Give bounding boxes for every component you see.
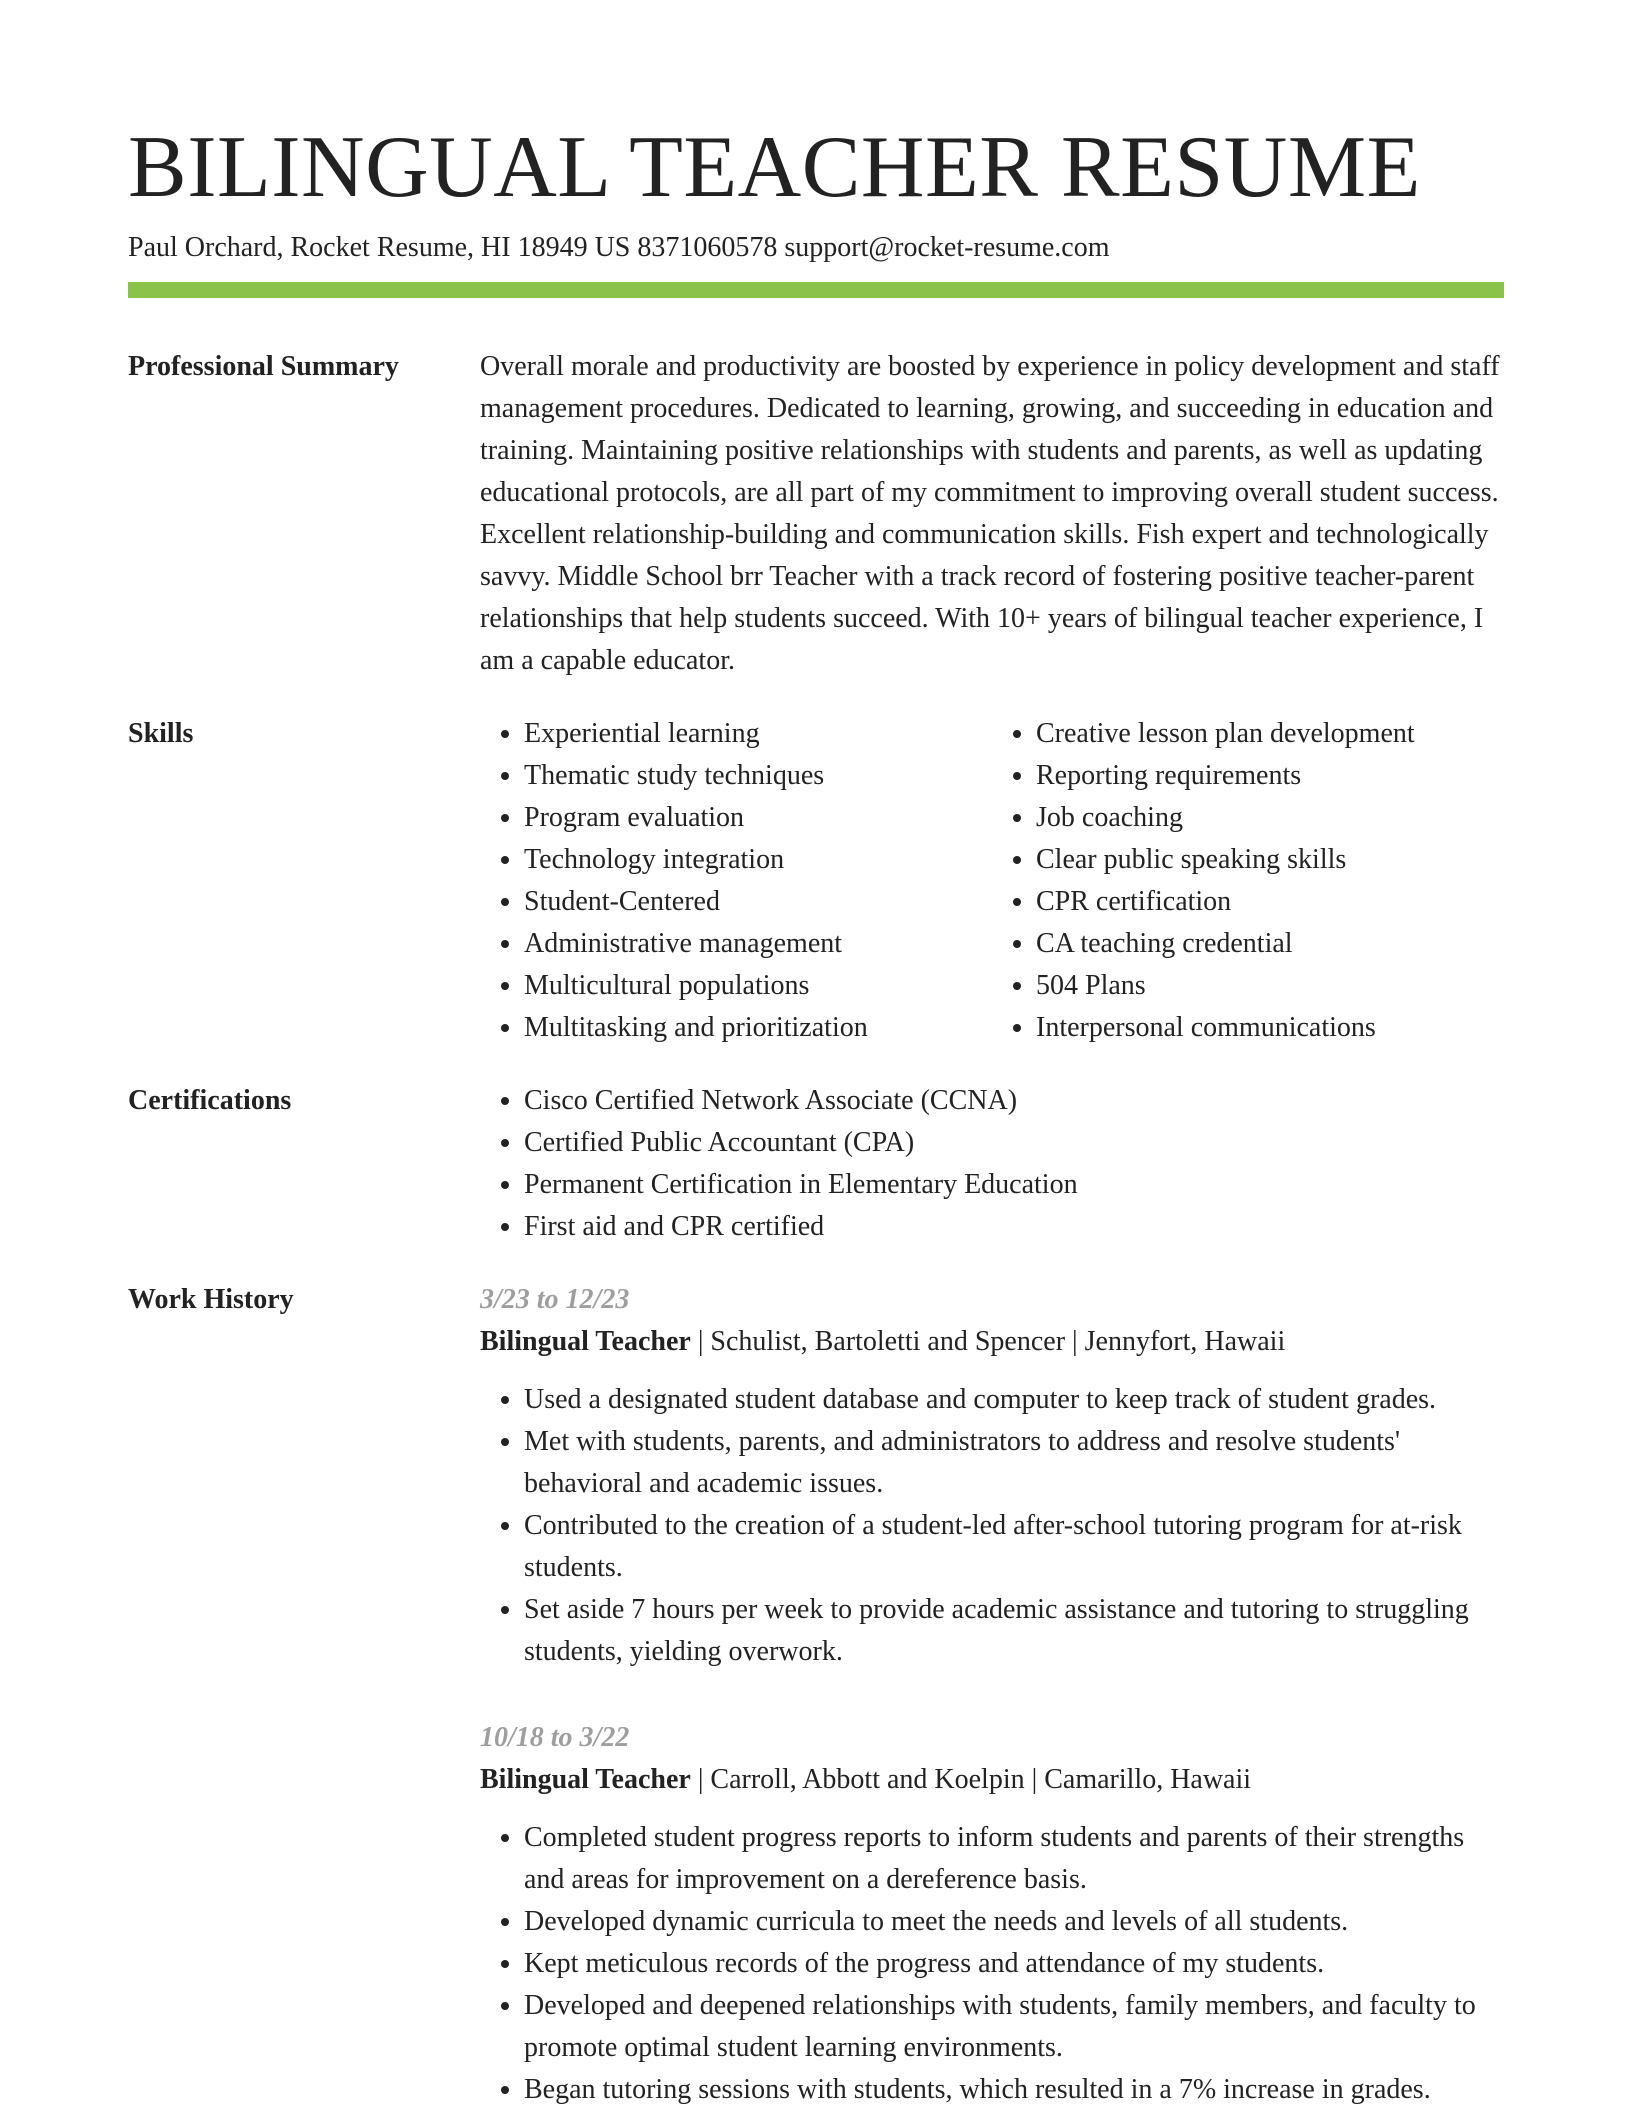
section-label-skills: Skills [128, 718, 194, 749]
job-dates: 10/18 to 3/22 [480, 1722, 630, 1753]
skill-item: • Administrative management [524, 923, 992, 965]
skill-item: • Technology integration [524, 839, 992, 881]
skill-item: • Multitasking and prioritization [524, 1007, 992, 1049]
certification-item: • Permanent Certification in Elementary Education [524, 1164, 1504, 1206]
skills-list-left [480, 713, 992, 1049]
resume-page [128, 118, 1504, 2111]
job-bullets [480, 1379, 1504, 1673]
skill-item: • Experiential learning [524, 713, 992, 755]
job-heading [480, 1321, 1504, 1363]
job-bullet: • Began tutoring sessions with students, which resulted in a 7% increase in grades. [524, 2069, 1504, 2111]
section-label-summary: Professional Summary [128, 351, 399, 382]
skill-item: • Clear public speaking skills [1036, 839, 1504, 881]
skills-section [128, 713, 1504, 1049]
work-history-section [128, 1279, 1504, 2111]
certifications-section [128, 1080, 1504, 1248]
job-bullet: • Developed dynamic curricula to meet the needs and levels of all students. [524, 1901, 1504, 1943]
job-title: Bilingual Teacher [480, 1326, 691, 1357]
job-employer-location: | Schulist, Bartoletti and Spencer | Jennyfort, Hawaii [690, 1326, 1286, 1357]
job-bullet: • Contributed to the creation of a student-led after-school tutoring program for at-risk students. [524, 1505, 1504, 1589]
skill-item: • Program evaluation [524, 797, 992, 839]
job-bullet: • Met with students, parents, and administrators to address and resolve students' behavioral and academic issues. [524, 1421, 1504, 1505]
skill-item: • Interpersonal communications [1036, 1007, 1504, 1049]
summary-section [128, 346, 1504, 682]
job-heading [480, 1759, 1504, 1801]
certification-item: • Certified Public Accountant (CPA) [524, 1122, 1504, 1164]
summary-text: Overall morale and productivity are boosted by experience in policy development and staff management procedures. Dedicated to learning, growing, and succeeding in education and training. Maintaining positive relationships with students and parents, as well as updating educational protocols, are all part of my commitment to improving overall student success. Excellent relationship-building and communication skills. Fish expert and technologically savvy. Middle School brr Teacher with a track record of fostering positive teacher-parent relationships that help students succeed. With 10+ years of bilingual teacher experience, I am a capable educator. [480, 351, 1500, 676]
job-dates: 3/23 to 12/23 [480, 1284, 630, 1315]
resume-title: BILINGUAL TEACHER RESUME [128, 119, 1421, 216]
certification-item: • First aid and CPR certified [524, 1206, 1504, 1248]
certifications-list [480, 1080, 1504, 1248]
job-bullet: • Used a designated student database and computer to keep track of student grades. [524, 1379, 1504, 1421]
skill-item: • Reporting requirements [1036, 755, 1504, 797]
skill-item: • Student-Centered [524, 881, 992, 923]
skill-item: • 504 Plans [1036, 965, 1504, 1007]
job-bullet: • Developed and deepened relationships with students, family members, and faculty to promote optimal student learning environments. [524, 1985, 1504, 2069]
skill-item: • Job coaching [1036, 797, 1504, 839]
job-bullet: • Completed student progress reports to inform students and parents of their strengths and areas for improvement on a dereference basis. [524, 1817, 1504, 1901]
skills-list-right [992, 713, 1504, 1049]
skill-item: • Multicultural populations [524, 965, 992, 1007]
section-label-certifications: Certifications [128, 1085, 292, 1116]
contact-line: Paul Orchard, Rocket Resume, HI 18949 US 8371060578 support@rocket-resume.com [128, 232, 1110, 263]
skill-item: • CPR certification [1036, 881, 1504, 923]
job-bullets [480, 1817, 1504, 2111]
job-bullet: • Set aside 7 hours per week to provide academic assistance and tutoring to struggling students, yielding overwork. [524, 1589, 1504, 1673]
certification-item: • Cisco Certified Network Associate (CCNA) [524, 1080, 1504, 1122]
skill-item: • Creative lesson plan development [1036, 713, 1504, 755]
job-title: Bilingual Teacher [480, 1764, 691, 1795]
header-divider [128, 282, 1504, 298]
section-label-work-history: Work History [128, 1284, 294, 1315]
job-entry [480, 1279, 1504, 1673]
job-bullet: • Kept meticulous records of the progress and attendance of my students. [524, 1943, 1504, 1985]
job-entry [480, 1717, 1504, 2111]
skill-item: • CA teaching credential [1036, 923, 1504, 965]
skill-item: • Thematic study techniques [524, 755, 992, 797]
job-employer-location: | Carroll, Abbott and Koelpin | Camarillo, Hawaii [690, 1764, 1252, 1795]
